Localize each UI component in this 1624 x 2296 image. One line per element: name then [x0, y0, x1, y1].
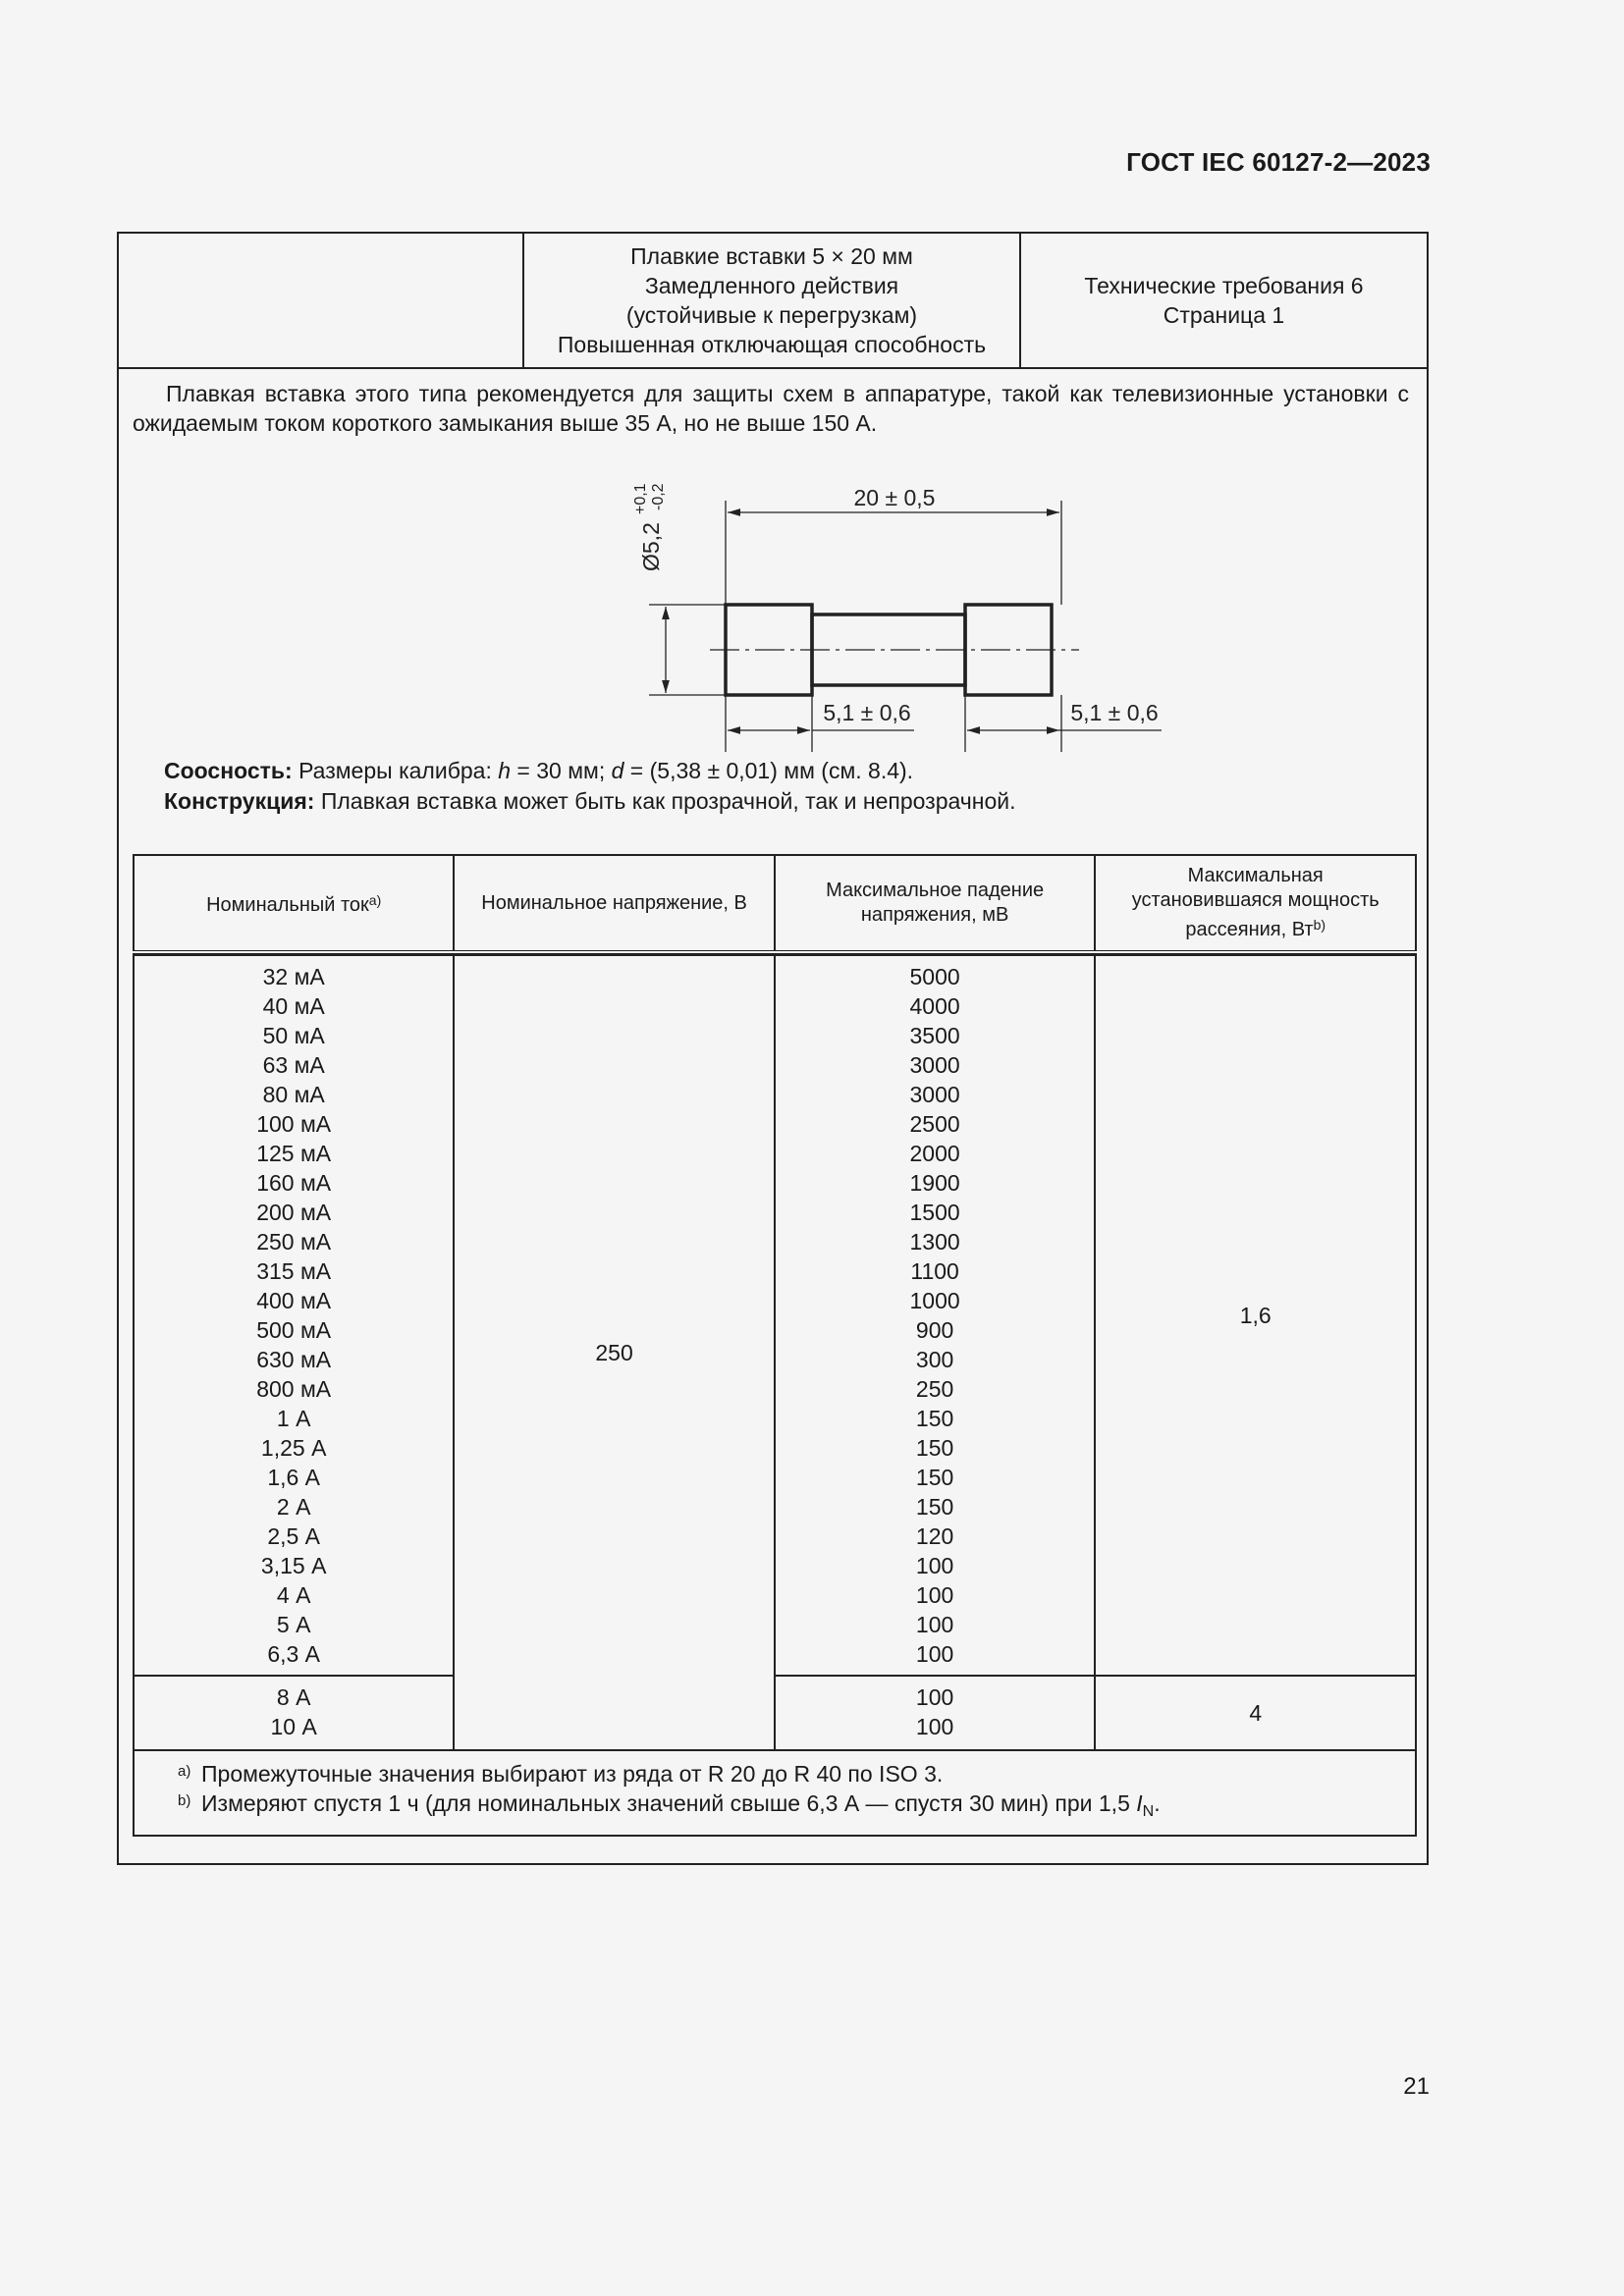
rated-current-value: 1,6 А: [267, 1465, 321, 1490]
intro-paragraph: Плавкая вставка этого типа рекомендуется для защиты схем в аппаратуре, такой как телевизионные установки с ожидаемым током короткого замыкания выше 35 А, но не выше 150 А.: [133, 381, 1409, 436]
title-block-description: [524, 234, 1021, 367]
fuse-dimension-drawing: [590, 461, 1159, 756]
rated-current-value: 32 мА: [262, 964, 325, 989]
rated-current-value: 6,3 А: [267, 1641, 321, 1667]
voltage-drop-value: 250: [915, 1376, 954, 1402]
fuse-ratings-table: [133, 854, 1417, 1837]
voltage-drop-value: 5000: [909, 964, 960, 989]
rated-current-value: 50 мА: [262, 1023, 325, 1048]
footnote-a: $^{a)}$ Промежуточные значения выбирают из ряда от R 20 до R 40 по ISO 3.: [178, 1761, 944, 1787]
rated-current-value: 800 мА: [256, 1376, 332, 1402]
length-dimension-label: 20 ± 0,5: [853, 485, 936, 510]
voltage-drop-value: 3500: [909, 1023, 960, 1048]
voltage-drop-value: 2500: [909, 1111, 960, 1137]
description-line: (устойчивые к перегрузкам): [625, 302, 918, 328]
voltage-drop-value: 100: [915, 1714, 954, 1739]
diameter-upper-tolerance: +0,1: [632, 483, 649, 514]
diameter-lower-tolerance: -0,2: [650, 483, 667, 510]
description-line: Повышенная отключающая способность: [557, 332, 987, 357]
construction-note: Конструкция: Плавкая вставка может быть как прозрачной, так и непрозрачной.: [164, 788, 1016, 814]
currents-group-2: [134, 1676, 454, 1750]
table-header-row: [134, 855, 1416, 952]
voltage-drop-value: 120: [915, 1523, 954, 1549]
drops-group-1: [775, 955, 1096, 1676]
rated-current-value: 500 мА: [256, 1317, 332, 1343]
header-voltage-drop: Максимальное падение напряжения, мВ: [775, 855, 1096, 952]
sheet-number: Технические требования 6: [1084, 273, 1364, 298]
rated-current-value: 3,15 А: [260, 1553, 327, 1578]
voltage-drop-value: 1300: [909, 1229, 960, 1255]
rated-current-value: 160 мА: [256, 1170, 332, 1196]
table-row-group-1: [134, 955, 1416, 1676]
voltage-drop-value: 1500: [909, 1200, 960, 1225]
footnotes-row: [134, 1750, 1416, 1836]
spec-sheet-frame: [117, 232, 1429, 1865]
voltage-drop-value: 100: [915, 1612, 954, 1637]
rated-current-value: 630 мА: [256, 1347, 332, 1372]
table-footnotes: [134, 1750, 1416, 1836]
footnote-b: $^{b)}$ Измеряют спустя 1 ч (для номинальных значений свыше 6,3 А — спустя 30 мин) при 1,5 $I_N$.: [178, 1790, 1161, 1820]
voltage-drop-value: 1000: [909, 1288, 960, 1313]
coaxial-note: Соосность: Размеры калибра: h = 30 мм; d = (5,38 ± 0,01) мм (см. 8.4).: [164, 758, 914, 783]
power-group-2: 4: [1095, 1676, 1416, 1750]
rated-current-value: 200 мА: [256, 1200, 332, 1225]
header-rated-current: Номинальный ток$^{a)}$: [134, 855, 454, 952]
voltage-drop-value: 1100: [910, 1258, 959, 1284]
power-group-1: 1,6: [1095, 955, 1416, 1676]
rated-current-value: 4 А: [276, 1582, 311, 1608]
rated-current-value: 400 мА: [256, 1288, 332, 1313]
currents-group-1: [134, 955, 454, 1676]
page-indicator: Страница 1: [1163, 302, 1285, 328]
header-power-dissipation: Максимальная установившаяся мощность рассеяния, $Вт^{b)}$: [1095, 855, 1416, 952]
voltage-drop-value: 300: [915, 1347, 954, 1372]
voltage-drop-value: 100: [915, 1684, 954, 1710]
voltage-drop-value: 900: [915, 1317, 954, 1343]
title-block: [119, 234, 1427, 369]
rated-current-value: 1,25 А: [260, 1435, 327, 1461]
voltage-drop-value: 100: [915, 1553, 954, 1578]
header-rated-voltage: Номинальное напряжение, В: [454, 855, 774, 952]
cap-right-dimension-label: 5,1 ± 0,6: [1070, 700, 1159, 725]
voltage-drop-value: 100: [915, 1641, 954, 1667]
voltage-drop-value: 1900: [909, 1170, 960, 1196]
voltage-drop-value: 4000: [909, 993, 960, 1019]
diameter-label: Ø5,2: [638, 522, 664, 571]
voltage-drop-value: 100: [915, 1582, 954, 1608]
table-row-group-2: [134, 1676, 1416, 1750]
rated-current-value: 10 А: [270, 1714, 317, 1739]
rated-current-value: 5 А: [276, 1612, 311, 1637]
voltage-drop-value: 2000: [909, 1141, 960, 1166]
title-block-empty-cell: [119, 234, 524, 367]
rated-current-value: 1 А: [276, 1406, 311, 1431]
drops-group-2: [775, 1676, 1096, 1750]
voltage-drop-value: 150: [915, 1406, 954, 1431]
page-number: 21: [1403, 2073, 1430, 2100]
rated-voltage-value: 250: [454, 955, 774, 1750]
rated-current-value: 250 мА: [256, 1229, 332, 1255]
document-header: ГОСТ IEC 60127-2—2023: [1126, 147, 1431, 177]
rated-current-value: 8 А: [276, 1684, 311, 1710]
description-line: Плавкие вставки 5 × 20 мм: [630, 243, 913, 269]
rated-current-value: 40 мА: [262, 993, 325, 1019]
voltage-drop-value: 150: [915, 1465, 954, 1490]
rated-current-value: 2,5 А: [267, 1523, 321, 1549]
rated-current-value: 80 мА: [262, 1082, 325, 1107]
rated-current-value: 315 мА: [256, 1258, 332, 1284]
rated-current-value: 63 мА: [262, 1052, 325, 1078]
description-line: Замедленного действия: [644, 273, 899, 298]
title-block-sheet-info: [1021, 234, 1427, 367]
rated-current-value: 100 мА: [256, 1111, 332, 1137]
voltage-drop-value: 150: [915, 1435, 954, 1461]
voltage-drop-value: 3000: [909, 1082, 960, 1107]
notes-block: [164, 756, 1016, 817]
rated-current-value: 2 А: [276, 1494, 311, 1520]
cap-left-dimension-label: 5,1 ± 0,6: [823, 700, 911, 725]
rated-current-value: 125 мА: [256, 1141, 332, 1166]
voltage-drop-value: 3000: [909, 1052, 960, 1078]
voltage-drop-value: 150: [915, 1494, 954, 1520]
